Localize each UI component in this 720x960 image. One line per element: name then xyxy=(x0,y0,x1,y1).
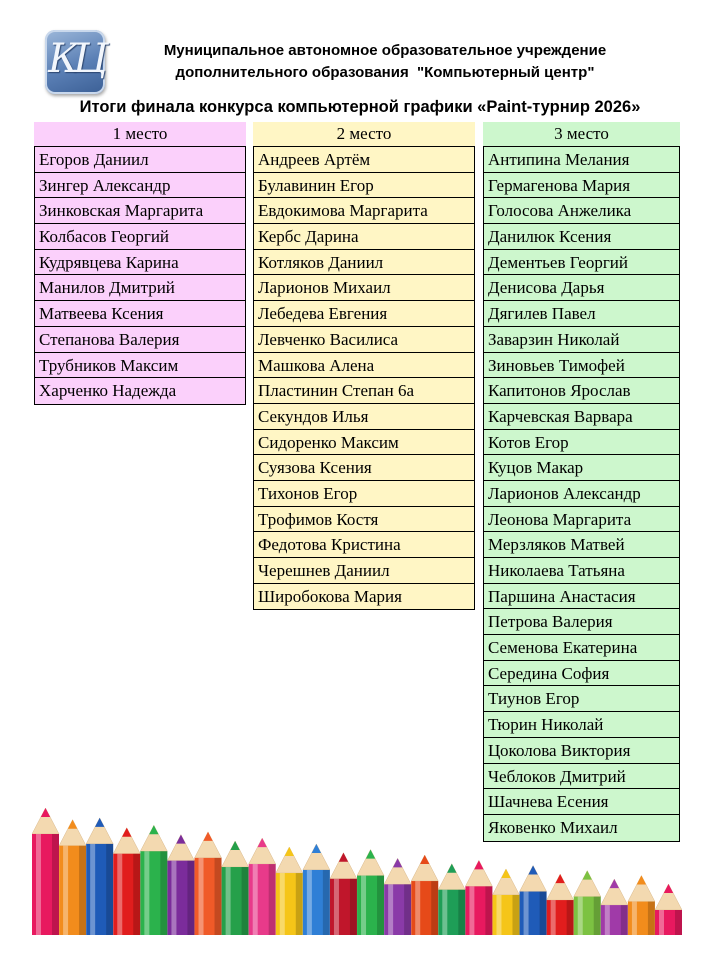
column-third-place xyxy=(483,122,680,842)
name-cell: Леонова Маргарита xyxy=(484,507,679,533)
name-cell: Трофимов Костя xyxy=(254,507,474,533)
name-cell: Чеблоков Дмитрий xyxy=(484,764,679,790)
name-cell: Котляков Даниил xyxy=(254,250,474,276)
name-list xyxy=(34,146,246,405)
organization-line-2: дополнительного образования "Компьютерный центр" xyxy=(175,64,595,81)
name-cell: Цоколова Виктория xyxy=(484,738,679,764)
name-cell: Трубников Максим xyxy=(35,353,245,379)
name-cell: Секундов Илья xyxy=(254,404,474,430)
name-cell: Кудрявцева Карина xyxy=(35,250,245,276)
pencil xyxy=(113,828,140,935)
name-cell: Евдокимова Маргарита xyxy=(254,198,474,224)
pencil xyxy=(384,858,411,935)
name-cell: Зингер Александр xyxy=(35,173,245,199)
name-cell: Степанова Валерия xyxy=(35,327,245,353)
name-cell: Ларионов Александр xyxy=(484,481,679,507)
pencil xyxy=(547,874,574,935)
name-cell: Антипина Мелания xyxy=(484,147,679,173)
pencil xyxy=(357,850,384,935)
column-second-place xyxy=(253,122,475,610)
pencil xyxy=(465,860,492,935)
name-cell: Сидоренко Максим xyxy=(254,430,474,456)
logo xyxy=(45,30,105,94)
name-cell: Голосова Анжелика xyxy=(484,198,679,224)
name-cell: Андреев Артём xyxy=(254,147,474,173)
name-cell: Тюрин Николай xyxy=(484,712,679,738)
name-cell: Зинковская Маргарита xyxy=(35,198,245,224)
name-cell: Денисова Дарья xyxy=(484,275,679,301)
name-cell: Гермагенова Мария xyxy=(484,173,679,199)
name-cell: Середина София xyxy=(484,661,679,687)
pencil xyxy=(574,871,601,935)
organization-name xyxy=(120,40,650,84)
pencil xyxy=(330,853,357,935)
name-cell: Колбасов Георгий xyxy=(35,224,245,250)
name-cell: Широбокова Мария xyxy=(258,586,402,606)
name-cell: Тиунов Егор xyxy=(484,686,679,712)
name-cell: Егоров Даниил xyxy=(35,147,245,173)
pencil xyxy=(249,838,276,935)
name-cell: Матвеева Ксения xyxy=(35,301,245,327)
name-cell: Шачнева Есения xyxy=(484,789,679,815)
name-cell: Яковенко Михаил xyxy=(488,817,618,837)
pencil xyxy=(303,844,330,935)
name-cell: Манилов Дмитрий xyxy=(35,275,245,301)
name-cell: Заварзин Николай xyxy=(484,327,679,353)
name-cell: Семенова Екатерина xyxy=(484,635,679,661)
page-title: Итоги финала конкурса компьютерной графики «Paint-турнир 2026» xyxy=(79,98,641,116)
name-cell: Данилюк Ксения xyxy=(484,224,679,250)
logo-monogram: КЦ xyxy=(48,36,102,82)
column-header: 1 место xyxy=(34,122,246,146)
pencil xyxy=(411,855,438,935)
name-cell: Тихонов Егор xyxy=(254,481,474,507)
name-cell: Карчевская Варвара xyxy=(484,404,679,430)
pencil xyxy=(86,818,113,935)
name-cell: Пластинин Степан 6а xyxy=(254,378,474,404)
pencil xyxy=(167,835,194,935)
pencil xyxy=(59,820,86,935)
name-cell: Черешнев Даниил xyxy=(254,558,474,584)
name-cell: Котов Егор xyxy=(484,430,679,456)
name-cell: Паршина Анастасия xyxy=(484,584,679,610)
column-header: 3 место xyxy=(483,122,680,146)
name-cell: Николаева Татьяна xyxy=(484,558,679,584)
name-cell: Федотова Кристина xyxy=(254,532,474,558)
pencil xyxy=(140,825,167,935)
pencil xyxy=(222,841,249,935)
name-cell: Зиновьев Тимофей xyxy=(484,353,679,379)
name-cell: Булавинин Егор xyxy=(254,173,474,199)
name-cell: Ларионов Михаил xyxy=(254,275,474,301)
pencil xyxy=(195,832,222,935)
name-cell: Куцов Макар xyxy=(484,455,679,481)
pencil xyxy=(601,879,628,935)
name-cell: Мерзляков Матвей xyxy=(484,532,679,558)
name-cell: Машкова Алена xyxy=(254,353,474,379)
name-cell: Дементьев Георгий xyxy=(484,250,679,276)
name-cell: Капитонов Ярослав xyxy=(484,378,679,404)
name-cell: Харченко Надежда xyxy=(39,381,177,401)
name-cell: Суязова Ксения xyxy=(254,455,474,481)
name-list xyxy=(253,146,475,610)
pencil xyxy=(655,884,682,935)
name-cell: Кербс Дарина xyxy=(254,224,474,250)
pencil xyxy=(276,847,303,935)
pencil xyxy=(520,866,547,935)
name-cell: Дягилев Павел xyxy=(484,301,679,327)
column-header: 2 место xyxy=(253,122,475,146)
pencils-decoration xyxy=(32,800,682,935)
name-cell: Левченко Василиса xyxy=(254,327,474,353)
pencil xyxy=(492,869,519,935)
name-cell: Лебедева Евгения xyxy=(254,301,474,327)
pencil xyxy=(628,876,655,935)
name-cell: Петрова Валерия xyxy=(484,609,679,635)
organization-line-1: Муниципальное автономное образовательное учреждение xyxy=(163,42,607,59)
column-first-place xyxy=(34,122,246,405)
pencil xyxy=(32,808,59,935)
name-list xyxy=(483,146,680,842)
pencil xyxy=(438,864,465,935)
